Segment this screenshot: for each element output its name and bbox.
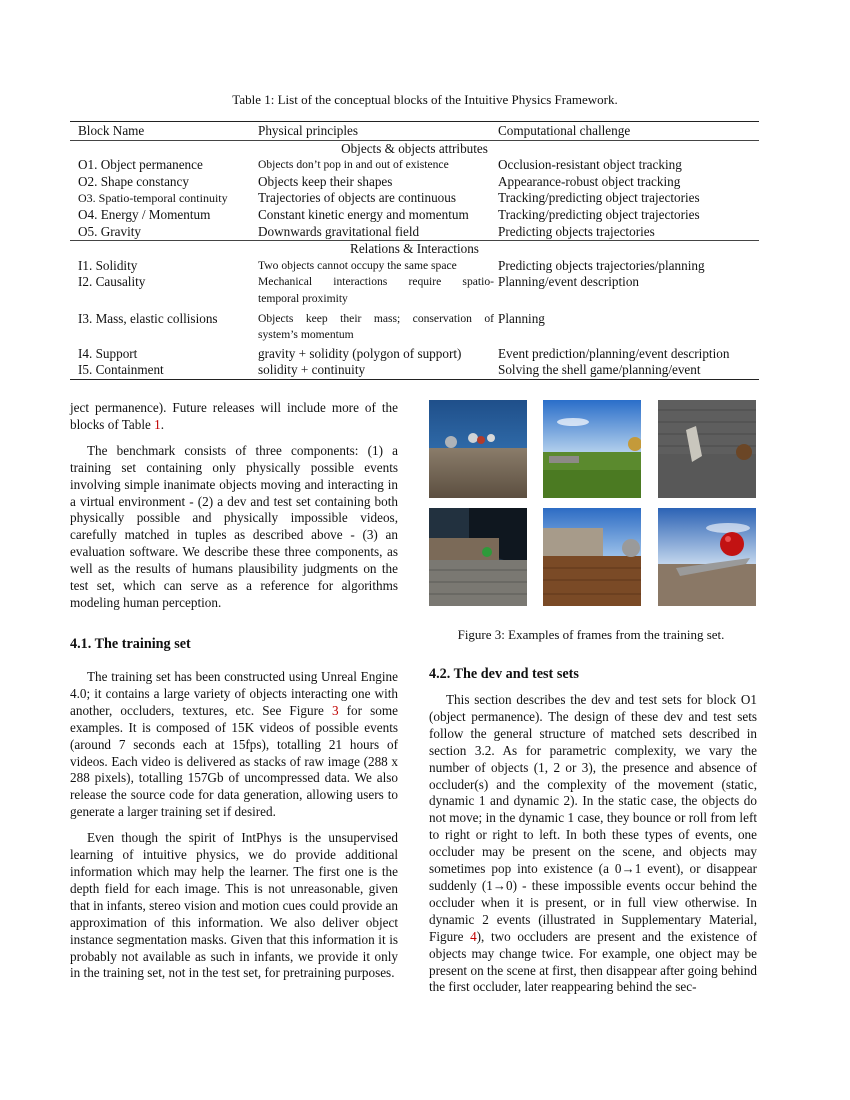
frame-thumbnail-6: [658, 508, 756, 606]
paragraph: [429, 692, 757, 996]
table-cell: Objects keep their shapes: [258, 173, 393, 189]
paragraph: [70, 669, 398, 821]
left-column-continued: [70, 669, 398, 991]
table-cell: Objects don’t pop in and out of existence: [258, 158, 449, 172]
table-cell: I4. Support: [78, 345, 138, 361]
table-cell: Occlusion-resistant object tracking: [498, 157, 682, 173]
figure-reference-link[interactable]: 3: [331, 702, 339, 718]
header-block-name: Block Name: [78, 123, 145, 138]
paragraph: The benchmark consists of three components: (1) a training set containing only physically possible events involving simple inanimate objects moving and interacting in a virtual environment - (2) a dev and test set containing both physically possible and physically impossible videos, carefully matched in tuples as described above - (3) an evaluation software. We describe these three components, as well as the results of humans plausibility judgments on the test set, which can serve as a reference for algorithms modeling human perception.: [70, 442, 398, 610]
table-cell: Predicting objects trajectories: [498, 223, 655, 239]
table-cell: temporal proximity: [258, 291, 348, 305]
table-cell: O5. Gravity: [78, 223, 141, 239]
table-cell: O4. Energy / Momentum: [78, 206, 211, 222]
table-cell: solidity + continuity: [258, 362, 366, 378]
table-cell: I2. Causality: [78, 274, 146, 290]
section-heading-dev-test-sets: 4.2. The dev and test sets: [429, 666, 579, 682]
table-cell: Objects keep their mass; conservation of: [258, 311, 494, 325]
paragraph-text: The training set has been constructed using Unreal Engine 4.0; it contains a large variety of objects interacting one with another, occluders, textures, etc. See Figure: [70, 669, 398, 718]
table-row: [70, 346, 759, 363]
table-row: [70, 190, 759, 207]
paragraph-text: for some examples. It is composed of 15K videos of possible events (around 7 seconds each at 15fps), totalling 21 hours of videos. Each video is delivered as stacks of raw image (288 x 288 pixels), totalling 157Gb of uncompressed data. We also release the source code for data generation, allowing users to generate a larger training set if desired.: [70, 702, 398, 820]
figure-reference-link[interactable]: 4: [470, 928, 477, 944]
table-row: [70, 327, 759, 344]
table-cell: Two objects cannot occupy the same space: [258, 258, 457, 272]
frame-thumbnail-1: [429, 400, 527, 498]
table-row: [70, 157, 759, 174]
table-cell: gravity + solidity (polygon of support): [258, 345, 462, 361]
physics-blocks-table: [70, 121, 759, 380]
table-cell: O3. Spatio-temporal continuity: [78, 191, 228, 206]
paragraph-text: This section describes the dev and test sets for block O1 (object permanence). The design of these dev and test sets follow the general structure of matched sets described in section 3.2. As for parametric complexity, we vary the number of objects (1, 2 or 3), the presence and absence of occluder(s) and the complexity of the movement (static, dynamic 1 and dynamic 2). In the static case, the objects do not move; in the dynamic 1 case, they bounce or roll from left to right or right to left. In both these types of events, one occluder may be present on the scene, and objects may sometimes pop into existence (a 0→1 event), or disappear suddenly (1→0) - these impossible events occur behind the occluder when it is present, or in full view otherwise. In dynamic 2 events (illustrated in Supplementary Material, Figure: [429, 692, 757, 944]
table-header-row: [70, 123, 759, 140]
table-cell: Trajectories of objects are continuous: [258, 190, 457, 206]
table-cell: O2. Shape constancy: [78, 173, 189, 189]
table-cell: Planning/event description: [498, 274, 640, 290]
table-cell: Predicting objects trajectories/planning: [498, 257, 705, 273]
table-cell: Tracking/predicting object trajectories: [498, 206, 700, 222]
table-row: [70, 258, 759, 275]
frame-thumbnail-2: [543, 400, 641, 498]
frame-thumbnail-3: [658, 400, 756, 498]
section-title-objects: Objects & objects attributes: [341, 140, 488, 156]
table-cell: I5. Containment: [78, 362, 164, 378]
table-top-rule: [70, 121, 759, 122]
table-row: [70, 291, 759, 308]
table-cell: Tracking/predicting object trajectories: [498, 190, 700, 206]
table-caption: Table 1: List of the conceptual blocks of the Intuitive Physics Framework.: [232, 92, 618, 107]
table-row: [70, 274, 759, 291]
section-heading-training-set: 4.1. The training set: [70, 636, 191, 652]
paragraph-text: ject permanence). Future releases will include more of the blocks of Table: [70, 400, 398, 432]
table-row: [70, 311, 759, 328]
table-row: [70, 224, 759, 241]
section-title-relations: Relations & Interactions: [350, 241, 479, 257]
table-bottom-rule: [70, 379, 759, 380]
table-cell: Constant kinetic energy and momentum: [258, 206, 469, 222]
table-row: [70, 174, 759, 191]
left-column: [70, 400, 398, 621]
table-row: [70, 362, 759, 379]
paragraph: [70, 400, 398, 434]
figure-caption: Figure 3: Examples of frames from the training set.: [457, 627, 725, 642]
table-cell: Event prediction/planning/event description: [498, 345, 730, 361]
table-cell: I1. Solidity: [78, 257, 138, 273]
paragraph: Even though the spirit of IntPhys is the unsupervised learning of intuitive physics, we do provide additional information which may help the learner. The first one is the depth field for each image. This is not unreasonable, given that in infants, stereo vision and motion cues could provide an approximation of this information. We also deliver object instance segmentation masks. Given that this information it is probably not available as such in infants, we provide it only in the training set, not in the test set, for pretraining purposes.: [70, 830, 398, 981]
paragraph-text: ), two occluders are present and the existence of objects may change twice. For example, one object may be present on the scene at first, then disappear after going behind the first occluder, later reappearing behind the sec-: [429, 928, 758, 995]
table-cell: Appearance-robust object tracking: [498, 173, 681, 189]
table-cell: Downwards gravitational field: [258, 223, 420, 239]
table-cell: Planning: [498, 310, 545, 326]
frame-thumbnail-4: [429, 508, 527, 606]
table-cell: O1. Object permanence: [78, 157, 203, 173]
table-cell: Solving the shell game/planning/event: [498, 362, 701, 378]
header-computational-challenge: Computational challenge: [498, 123, 631, 138]
paragraph-text: .: [160, 416, 165, 432]
right-column: [429, 692, 757, 1005]
frame-thumbnail-5: [543, 508, 641, 606]
table-row: [70, 207, 759, 224]
table-cell: system’s momentum: [258, 328, 354, 342]
header-physical-principles: Physical principles: [258, 123, 358, 138]
table-cell: Mechanical interactions require spatio-: [258, 275, 494, 289]
table-cell: I3. Mass, elastic collisions: [78, 310, 218, 326]
table-reference-link[interactable]: 1: [154, 416, 161, 432]
